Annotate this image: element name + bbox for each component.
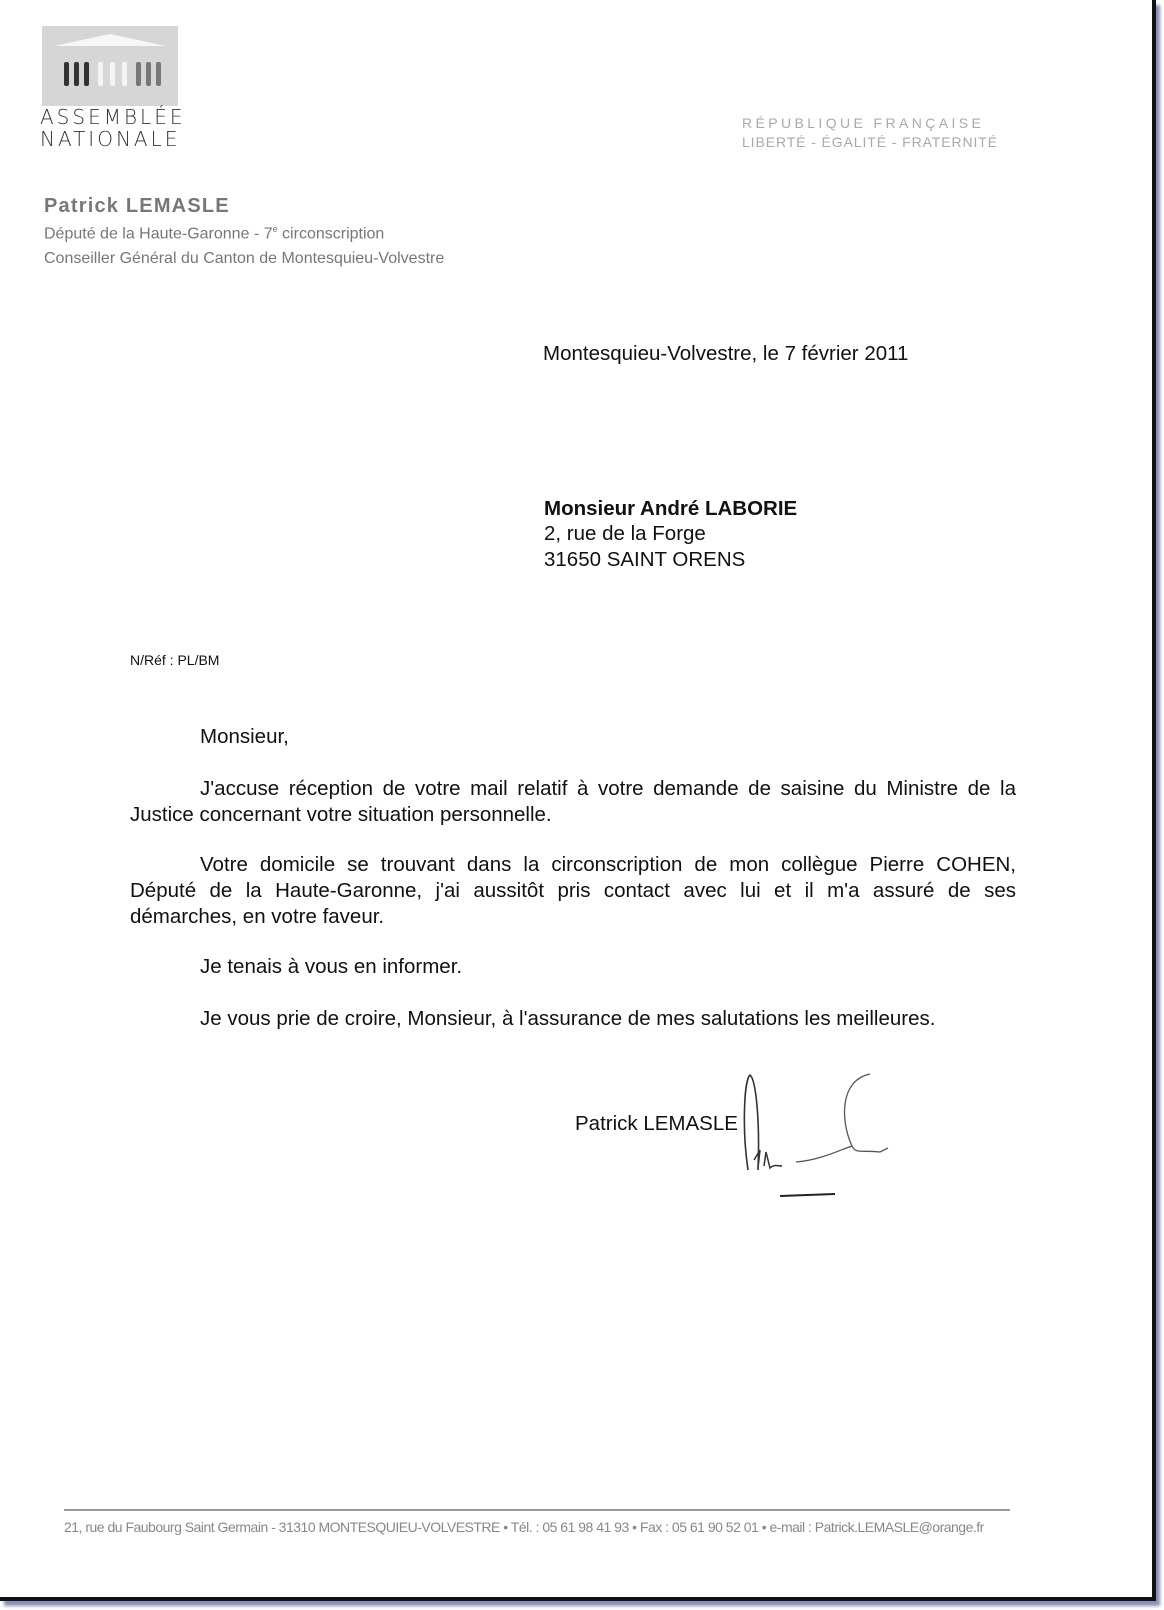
paragraph-1-line-1: J'accuse réception de votre mail relatif à votre demande de saisine du Ministre de la (200, 777, 1016, 800)
deputy-title: Député de la Haute-Garonne - 7 (44, 225, 273, 243)
deputy-title-end: circonscription (277, 225, 385, 243)
ordinal-sup: e (272, 224, 278, 234)
footer-contact: 21, rue du Faubourg Saint Germain - 31310 MONTESQUIEU-VOLVESTRE • Tél. : 05 61 98 41 93 • Fax : 05 61 90 52 01 • e-mail : Patrick.LEMASLE@orange.fr (64, 1519, 984, 1535)
logo-text (40, 106, 185, 150)
republique-francaise: RÉPUBLIQUE FRANÇAISE (742, 115, 985, 131)
paragraph-2-line-2: Député de la Haute-Garonne, j'ai aussitôt pris contact avec lui et il m'a assuré de ses (130, 879, 1016, 902)
logo-line-2: NATIONALE (40, 127, 181, 151)
republic-motto: LIBERTÉ - ÉGALITÉ - FRATERNITÉ (742, 134, 998, 150)
sender-name: Patrick LEMASLE (44, 195, 230, 217)
reference: N/Réf : PL/BM (130, 652, 220, 668)
date-line: Montesquieu-Volvestre, le 7 février 2011 (543, 342, 909, 365)
salutation: Monsieur, (200, 725, 289, 748)
assemblee-nationale-logo (42, 26, 178, 106)
recipient-street: 2, rue de la Forge (544, 522, 706, 545)
sender-title-councillor: Conseiller Général du Canton de Montesquieu-Volvestre (44, 250, 445, 267)
footer-divider (64, 1509, 1010, 1511)
paragraph-2-line-3: démarches, en votre faveur. (130, 905, 385, 928)
recipient-city: 31650 SAINT ORENS (544, 548, 746, 571)
sender-title-deputy (44, 224, 384, 243)
logo-line-1: ASSEMBLÉE (40, 105, 186, 129)
recipient-name: Monsieur André LABORIE (544, 497, 798, 520)
paragraph-4-line-1: Je vous prie de croire, Monsieur, à l'assurance de mes salutations les meilleures. (200, 1007, 936, 1030)
handwritten-signature (740, 1070, 900, 1200)
paragraph-2-line-1: Votre domicile se trouvant dans la circonscription de mon collègue Pierre COHEN, (200, 853, 1016, 876)
paragraph-1-line-2: Justice concernant votre situation personnelle. (130, 803, 552, 826)
signature-name: Patrick LEMASLE (575, 1112, 738, 1135)
paragraph-3-line-1: Je tenais à vous en informer. (200, 955, 463, 978)
